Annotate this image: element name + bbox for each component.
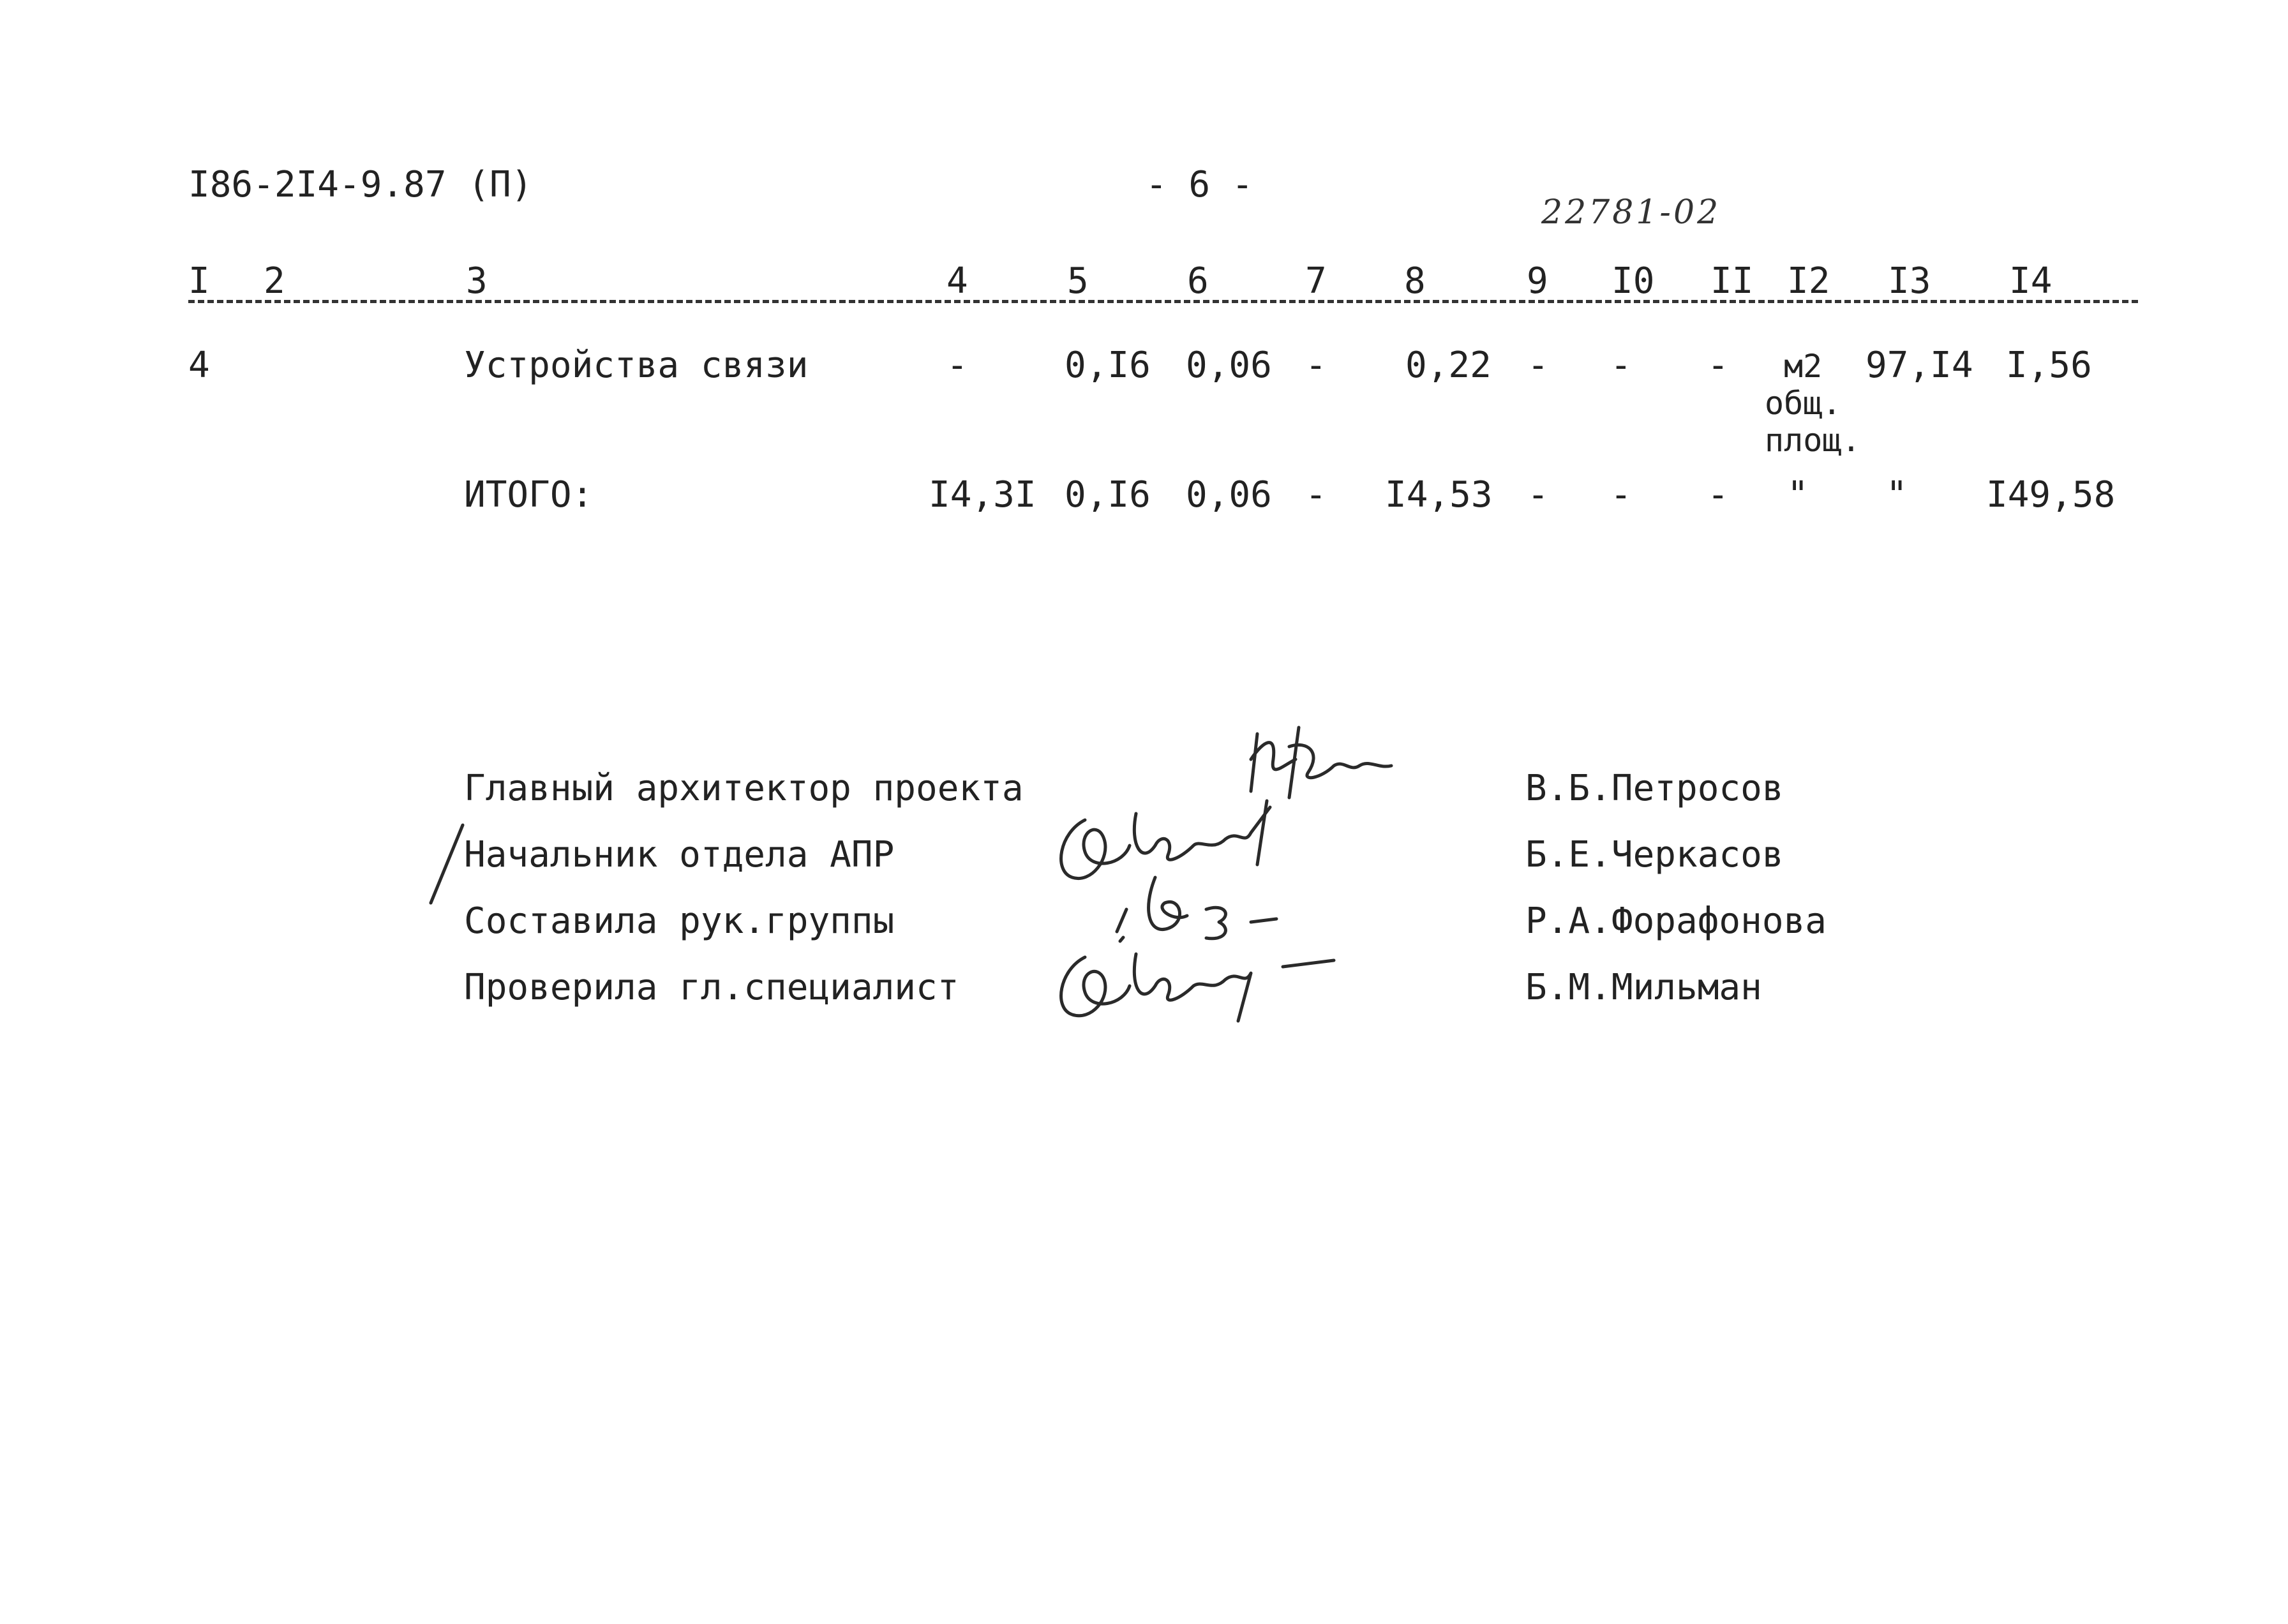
unit-line: общ. bbox=[1765, 385, 1842, 422]
value-cell: - bbox=[1707, 474, 1729, 516]
signatory-name: Б.М.Мильман bbox=[1525, 967, 1762, 1008]
signatory-role: Главный архитектор проекта bbox=[464, 768, 1024, 809]
page-number: - 6 - bbox=[1146, 164, 1253, 205]
value-cell: - bbox=[1527, 345, 1549, 386]
signatory-name: В.Б.Петросов bbox=[1525, 768, 1784, 809]
column-number: I2 bbox=[1787, 260, 1830, 302]
header-dashed-rule bbox=[188, 300, 2138, 303]
value-cell: - bbox=[1305, 345, 1327, 386]
value-cell: - bbox=[946, 345, 968, 386]
column-number: I0 bbox=[1611, 260, 1655, 302]
signatory-role: Начальник отдела АПР bbox=[464, 834, 895, 875]
value-cell: - bbox=[1527, 474, 1549, 516]
value-cell: 0,I6 bbox=[1065, 474, 1151, 516]
value-cell: 0,22 bbox=[1405, 345, 1492, 386]
value-cell: - bbox=[1610, 474, 1632, 516]
unit-line: площ. bbox=[1765, 422, 1861, 459]
column-number: 2 bbox=[264, 260, 285, 302]
signature-image bbox=[1104, 871, 1296, 948]
margin-slash-mark bbox=[424, 820, 475, 909]
column-number: I4 bbox=[2009, 260, 2052, 302]
value-cell: I49,58 bbox=[1986, 474, 2116, 516]
value-cell: - bbox=[1305, 474, 1327, 516]
value-cell: - bbox=[1610, 345, 1632, 386]
signatory-role: Проверила гл.специалист bbox=[464, 967, 959, 1008]
column-number: 7 bbox=[1305, 260, 1327, 302]
column-number: I3 bbox=[1888, 260, 1931, 302]
document-code: I86-2I4-9.87 (П) bbox=[188, 164, 533, 205]
value-cell: 97,I4 bbox=[1866, 345, 1973, 386]
value-cell: I4,53 bbox=[1385, 474, 1493, 516]
value-cell: 0,I6 bbox=[1065, 345, 1151, 386]
unit-cell bbox=[1765, 348, 1861, 459]
column-number: 9 bbox=[1527, 260, 1548, 302]
signatory-name: Б.Е.Черкасов bbox=[1525, 834, 1784, 875]
value-cell: 0,06 bbox=[1186, 474, 1272, 516]
row-number-cell: 4 bbox=[188, 345, 210, 386]
signatory-name: Р.А.Форафонова bbox=[1525, 900, 1827, 942]
column-number: 5 bbox=[1067, 260, 1089, 302]
column-number: 8 bbox=[1404, 260, 1426, 302]
value-cell: 0,06 bbox=[1186, 345, 1272, 386]
registry-number: 22781-02 bbox=[1541, 193, 1721, 232]
column-number: 4 bbox=[946, 260, 968, 302]
column-number: 6 bbox=[1187, 260, 1209, 302]
column-number: I bbox=[188, 260, 210, 302]
ditto-mark: " bbox=[1886, 474, 1908, 516]
value-cell: - bbox=[1707, 345, 1729, 386]
column-number: 3 bbox=[466, 260, 488, 302]
column-number: II bbox=[1710, 260, 1754, 302]
signatory-role: Составила рук.группы bbox=[464, 900, 895, 942]
row-name-cell: Устройства связи bbox=[464, 345, 809, 386]
value-cell: I,56 bbox=[2006, 345, 2092, 386]
unit-line: м2 bbox=[1784, 348, 1823, 385]
value-cell: I4,3I bbox=[929, 474, 1036, 516]
row-name-cell: ИТОГО: bbox=[464, 474, 594, 516]
signature-image bbox=[1047, 938, 1340, 1034]
ditto-mark: " bbox=[1787, 474, 1809, 516]
